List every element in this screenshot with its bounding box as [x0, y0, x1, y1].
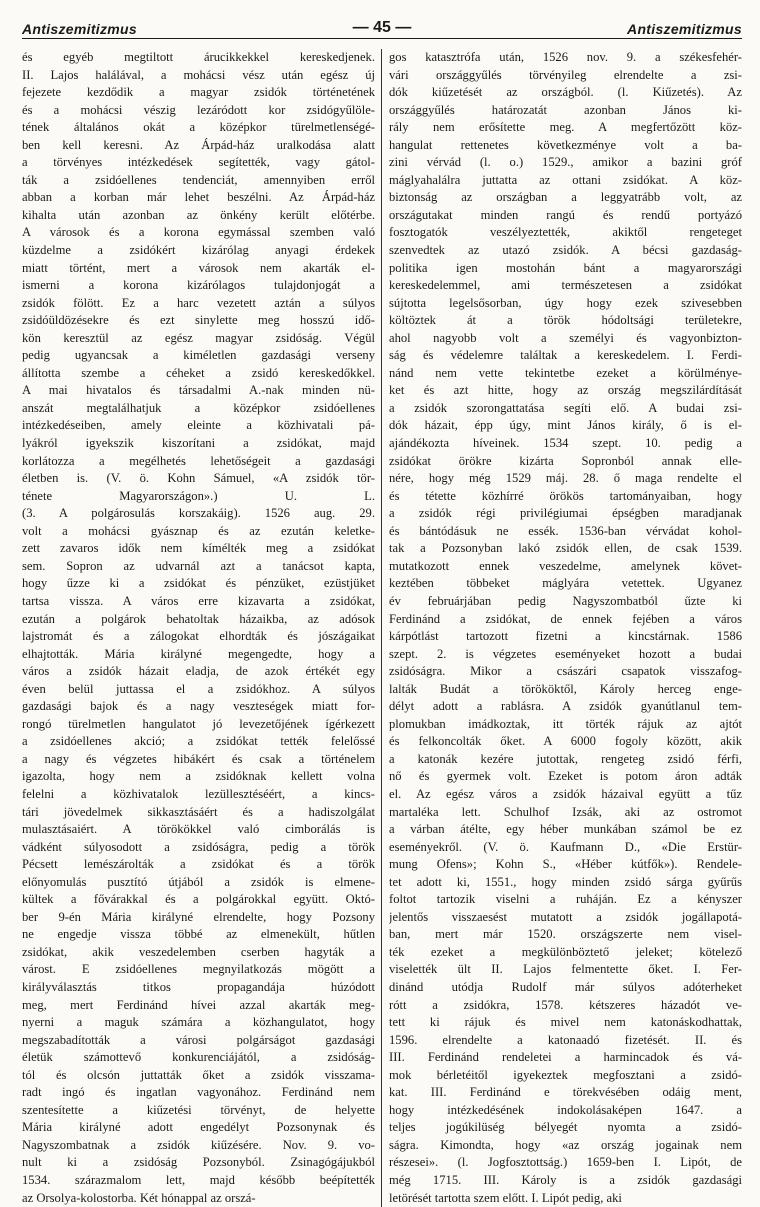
text-line: a várban átélte, egy héber munkában számol be ez — [389, 822, 742, 837]
text-line: zini vérvád (l. o.) 1529., amikor a bazini gróf — [389, 155, 742, 170]
text-line: országutakat minden rangú és rendű portyázó — [389, 207, 742, 222]
text-line: zett zavaros idők nem kímélték meg a zsidókat — [22, 541, 375, 556]
text-line: dók házait, épp úgy, mint János király, ő is el- — [389, 418, 742, 433]
text-line: ság és védelemre találtak a kereskedelem. I. Ferdi- — [389, 348, 742, 363]
text-line: gazdasági bajok és a nagy veszteségek miatt for- — [22, 699, 375, 714]
text-line: ket és azt hitte, hogy az ország megszilárdítását — [389, 383, 742, 398]
text-line: vádként súlyosodott a zsidóságra, pedig a török — [22, 839, 375, 854]
text-line: ben kell keresni. Az Árpád-ház uralkodása alatt — [22, 137, 375, 152]
text-line: zsidókat, akik veszedelemben cserben hagyták a — [22, 944, 375, 959]
text-line: Nagyszombatnak a zsidók kiűzésére. Nov. 9. vo- — [22, 1137, 375, 1152]
text-line: ne engedje vissza többé az elmenekült, hűtlen — [22, 927, 375, 942]
text-line: igazolta, hogy nem a zsidóknak kellett volna — [22, 769, 375, 784]
text-line: kárpótlást tartozott fizetni a kincstárnak. 1586 — [389, 629, 742, 644]
text-line: mok bérletéitől igyekeztek megfosztani a zsidó- — [389, 1067, 742, 1082]
text-line: állította szembe a céheket a zsidó kereskedőkkel. — [22, 365, 375, 380]
text-line: eseményekről. (V. ö. Kaufmann D., «Die Erstür- — [389, 839, 742, 854]
text-line: 1534. szárazmalom lett, majd később beépítették — [22, 1173, 375, 1187]
text-line: nánd nem vette tekintetbe ezeket a körülménye- — [389, 365, 742, 380]
text-line: kereskedelemmel, ami természetesen a zsidókat — [389, 278, 742, 293]
text-line: kat. III. Ferdinánd e törekvésében odáig ment, — [389, 1085, 742, 1100]
text-line: rály nem erősítette meg. A megfertőzött köz- — [389, 120, 742, 135]
text-line: mutatkozott ennek veszedelme, amelynek követ- — [389, 558, 742, 573]
text-line: radt ingó és ingatlan vagyonához. Ferdinánd nem — [22, 1085, 375, 1100]
text-line: teljes jogúkilüség bélyegét nyomta a zsidó- — [389, 1120, 742, 1135]
text-line: ták a zsidóellenes tendenciát, amennyiben erről — [22, 172, 375, 187]
text-line: lajstromát és a zálogokat elhordták és jószágaikat — [22, 629, 375, 644]
text-line: miatt történt, mert a városok nem akarták el- — [22, 260, 375, 275]
text-line: A mai hivatalos és társadalmi A.-nak minden nü- — [22, 383, 375, 398]
text-line: dók kiűzetését az országból. (l. Kiűzetés). Az — [389, 85, 742, 100]
text-line: vári országgyűlés törvényileg elrendelte a zsi- — [389, 67, 742, 82]
text-line: III. Ferdinánd rendeletei a harmincadok és vá- — [389, 1050, 742, 1065]
text-line: kihalta után azonban az önkény került előtérbe. — [22, 207, 375, 222]
text-line: és bántódásuk ne essék. 1536-ban vérvádat kohol- — [389, 523, 742, 538]
text-line: részesei». (l. Jogfosztottság.) 1659-ben I. Lipót, de — [389, 1155, 742, 1170]
text-line: hogy űzze ki a zsidókat és pénzüket, ezüstjüket — [22, 576, 375, 591]
text-line: és a mohácsi vészig lezáródott kor zsidógyűlöle- — [22, 102, 375, 117]
text-line: politika igen mostohán bánt a magyarországi — [389, 260, 742, 275]
text-line: zsidókat örökre kizárta Sopronból annak elle- — [389, 453, 742, 468]
text-line: kön keresztül az egész magyar zsidóság. Végül — [22, 330, 375, 345]
text-line: ban, mert már 1520. országszerte nem visel- — [389, 927, 742, 942]
text-line: életük számottevő konkurenciájától, a zsidóság- — [22, 1050, 375, 1065]
page-header — [22, 12, 742, 39]
text-line: el. Az egész város a zsidók házaival együtt a tűz — [389, 786, 742, 801]
text-line: város a zsidók házait eladja, de azok értékét egy — [22, 664, 375, 679]
text-line: zsidóságra. Mikor a császári csapatok visszafog- — [389, 664, 742, 679]
running-head-left: Antiszemitizmus — [22, 21, 137, 37]
text-line: tartsa vissza. A város erre kizavarta a zsidókat, — [22, 593, 375, 608]
text-line: nyerni a maguk számára a közhangulatot, hogy — [22, 1015, 375, 1030]
text-line: ságra. Kimondta, hogy «az ország jogainak nem — [389, 1137, 742, 1152]
text-line: szentesítette a kiűzetési törvényt, de helyette — [22, 1102, 375, 1117]
text-line: felelni a közhivatalok lezüllesztéséért, a kincs- — [22, 786, 375, 801]
text-line: a katonák kezére jutottak, rengeteg zsidó férfi, — [389, 751, 742, 766]
text-line: tól és olcsón juttatták őket a zsidók visszama- — [22, 1067, 375, 1082]
text-line: foltot tartozik viselni a ruháján. Ez a kényszer — [389, 892, 742, 907]
text-line: meg, mert Ferdinánd hívei azzal akarták meg- — [22, 997, 375, 1012]
text-line: szenvedtek az utazó zsidók. A bécsi gazdaság- — [389, 243, 742, 258]
text-line: 1596. elrendelte a katonaadó fizetését. II. és — [389, 1032, 742, 1047]
text-line: volt a mohácsi gyásznap és az ezután keletke- — [22, 523, 375, 538]
text-line: a nagy és végzetes hibákért és csak a történelem — [22, 751, 375, 766]
text-line: pedig ugyancsak a kiméletlen gazdasági verseny — [22, 348, 375, 363]
text-line: nére, hogy még 1529 máj. 28. ő maga rendelte el — [389, 471, 742, 486]
text-line: zsidók fölött. Ez a harc vezetett aztán a súlyos — [22, 295, 375, 310]
text-line: kültek a fővárakkal és a polgárokkal együtt. Októ- — [22, 892, 375, 907]
text-line: királyválasztás titkos propagandája húzódott — [22, 979, 375, 994]
text-line: jelentős visszaesést mutatott a zsidók jogállapotá- — [389, 909, 742, 924]
text-line: keztében többeket máglyára vetettek. Ugyanez — [389, 576, 742, 591]
left-column — [22, 49, 382, 1207]
text-line: ber 9-én Mária királyné elrendelte, hogy Pozsony — [22, 909, 375, 924]
text-line: ték ezeket a megkülönböztető jeleket; kötelező — [389, 944, 742, 959]
text-line: plomukban imádkoztak, itt törték rájuk az ajtót — [389, 716, 742, 731]
text-line: II. Lajos halálával, a mohácsi vész után egész új — [22, 67, 375, 82]
text-line: korlátozza a megélhetés lehetőségeit a gazdasági — [22, 453, 375, 468]
text-line: nult ki a zsidóság Pozsonyból. Zsinagógájukból — [22, 1155, 375, 1170]
text-line: lalták Budát a törököktől, Károly herceg enge- — [389, 681, 742, 696]
text-line: ezután a polgárok behatoltak házaikba, az adósok — [22, 611, 375, 626]
text-line: várost. E zsidóellenes megnyilatkozás mögött a — [22, 962, 375, 977]
text-line: rótt a zsidókra, 1578. kétszeres házadót ve- — [389, 997, 742, 1012]
text-line: hangulat rettenetes következménye volt a ba- — [389, 137, 742, 152]
text-line: az Orsolya-kolostorba. Két hónappal az orszá- — [22, 1190, 256, 1205]
text-line: és felkoncolták őket. A 6000 fogoly között, akik — [389, 734, 742, 749]
text-line: sem. Sopron az udvarnál azt a tanácsot kapta, — [22, 558, 375, 573]
text-line: ajándékozta híveinek. 1534 szept. 10. pedig a — [389, 436, 742, 451]
text-line: a törvényes intézkedések segítették, vagy gátol- — [22, 155, 375, 170]
text-line: országgyűlés határozatát azonban János ki- — [389, 102, 742, 117]
text-line: a zsidóellenes akció; a zsidókat tették felelőssé — [22, 734, 375, 749]
text-line: Pécsett lemészárolták a zsidókat és a török — [22, 857, 375, 872]
text-line: még 1715. III. Károly is a zsidók gazdasági — [389, 1173, 742, 1187]
text-line: ismerni a korona kizárólagos tulajdonjogát a — [22, 278, 375, 293]
text-line: előnyomulás pusztító útjából a zsidók is elmene- — [22, 874, 375, 889]
text-line: A városok és a korona egymással szemben való — [22, 225, 375, 240]
text-line: dinánd utódja Rudolf már súlyos adóterheket — [389, 979, 742, 994]
text-line: éven belül juttassa el a zsidókhoz. A súlyos — [22, 681, 375, 696]
text-line: megszabadították a városi polgárságot gazdasági — [22, 1032, 375, 1047]
text-columns — [22, 49, 742, 1207]
text-line: ténete Magyarországon».) U. L. — [22, 488, 375, 503]
text-line: rongó türelmetlen hangulatot jó levezetőjének ígérkezett — [22, 716, 375, 731]
text-line: ahol nagyobb volt a személyi és vagyonbizton- — [389, 330, 742, 345]
text-line: lyákról igyekszik kiszorítani a zsidókat, majd — [22, 436, 375, 451]
text-line: tének általános okát a középkor türelmetlenségé- — [22, 120, 375, 135]
text-line: mung Ofens»; Kohn S., «Héber kútfők»). Rendele- — [389, 857, 742, 872]
text-line: fejezete kezdődik a magyar zsidók történetének — [22, 85, 375, 100]
text-line: abban a korban már lehet beszélni. Az Árpád-ház — [22, 190, 375, 205]
text-line: martaléka lett. Schulhof Izsák, aki az ostromot — [389, 804, 742, 819]
text-line: Ferdinánd a zsidókat, de ennek fejében a város — [389, 611, 742, 626]
text-line: szept. 2. is végzetes eseményeket hozott a budai — [389, 646, 742, 661]
text-line: fosztogatók veszélyeztették, akiktől rengeteget — [389, 225, 742, 240]
text-line: sújtotta legelsősorban, úgy hogy ezek szivesebben — [389, 295, 742, 310]
text-line: a zsidók szorongattatása segíti elő. A budai zsi- — [389, 400, 742, 415]
text-line: anszát megtalálhatjuk a középkor zsidóellenes — [22, 400, 375, 415]
page-number: — 45 — — [352, 19, 412, 36]
text-line: hogy intézkedésének indokolásaképen 1647. a — [389, 1102, 742, 1117]
text-line: és egyéb megtiltott árucikkekkel kereskedjenek. — [22, 50, 375, 64]
text-line: letörését tartotta szem előtt. I. Lipót pedig, aki — [389, 1190, 622, 1205]
text-line: Mária királyné adott engedélyt Pozsonynak és — [22, 1120, 375, 1135]
text-line: biztonság az országban a leggyatrább volt, az — [389, 190, 742, 205]
text-line: viselették ült II. Lajos felmentette őket. I. Fer- — [389, 962, 742, 977]
text-line: elhajtották. Mária királyné megengedte, hogy a — [22, 646, 375, 661]
text-line: tet adott ki, 1551., hogy minden zsidó sárga gyűrűs — [389, 874, 742, 889]
text-line: tári jövedelmek sikkasztásáért és a hadiszolgálat — [22, 804, 375, 819]
text-line: költöztek át a török hódoltsági területekre, — [389, 313, 742, 328]
text-line: év februárjában pedig Nagyszombatból űzte ki — [389, 593, 742, 608]
text-line: küzdelme a zsidókért kizárólag anyagi érdekek — [22, 243, 375, 258]
text-line: és tétette közhírré örökös tartományaiban, hogy — [389, 488, 742, 503]
text-line: tett ki rájuk és mivel nem katonáskodhattak, — [389, 1015, 742, 1030]
text-line: máglyahalálra juttatta az ottani zsidókat. A köz- — [389, 172, 742, 187]
text-line: nő és gyermek volt. Ezeket is potom áron adták — [389, 769, 742, 784]
text-line: mulasztásaiért. A törökökkel való cimborálás is — [22, 822, 375, 837]
text-line: a zsidók régi privilégiumai épségben maradjanak — [389, 506, 742, 521]
text-line: gos katasztrófa után, 1526 nov. 9. a székesfehér- — [389, 50, 742, 64]
text-line: (3. A polgárosulás korszakáig). 1526 aug. 29. — [22, 506, 375, 521]
running-head-right: Antiszemitizmus — [627, 21, 742, 37]
text-line: délyt adott a rablásra. A zsidók gyanútlanul tem- — [389, 699, 742, 714]
right-column — [382, 49, 742, 1207]
text-line: életben is. (V. ö. Kohn Sámuel, «A zsidók tör- — [22, 471, 375, 486]
text-line: tak a Pozsonyban lakó zsidók ellen, de csak 1539. — [389, 541, 742, 556]
text-line: zsidóüldözésekre és ezt sinylette meg hosszú idő- — [22, 313, 375, 328]
text-line: intézkedéseiben, amely eleinte a közhivatali pá- — [22, 418, 375, 433]
